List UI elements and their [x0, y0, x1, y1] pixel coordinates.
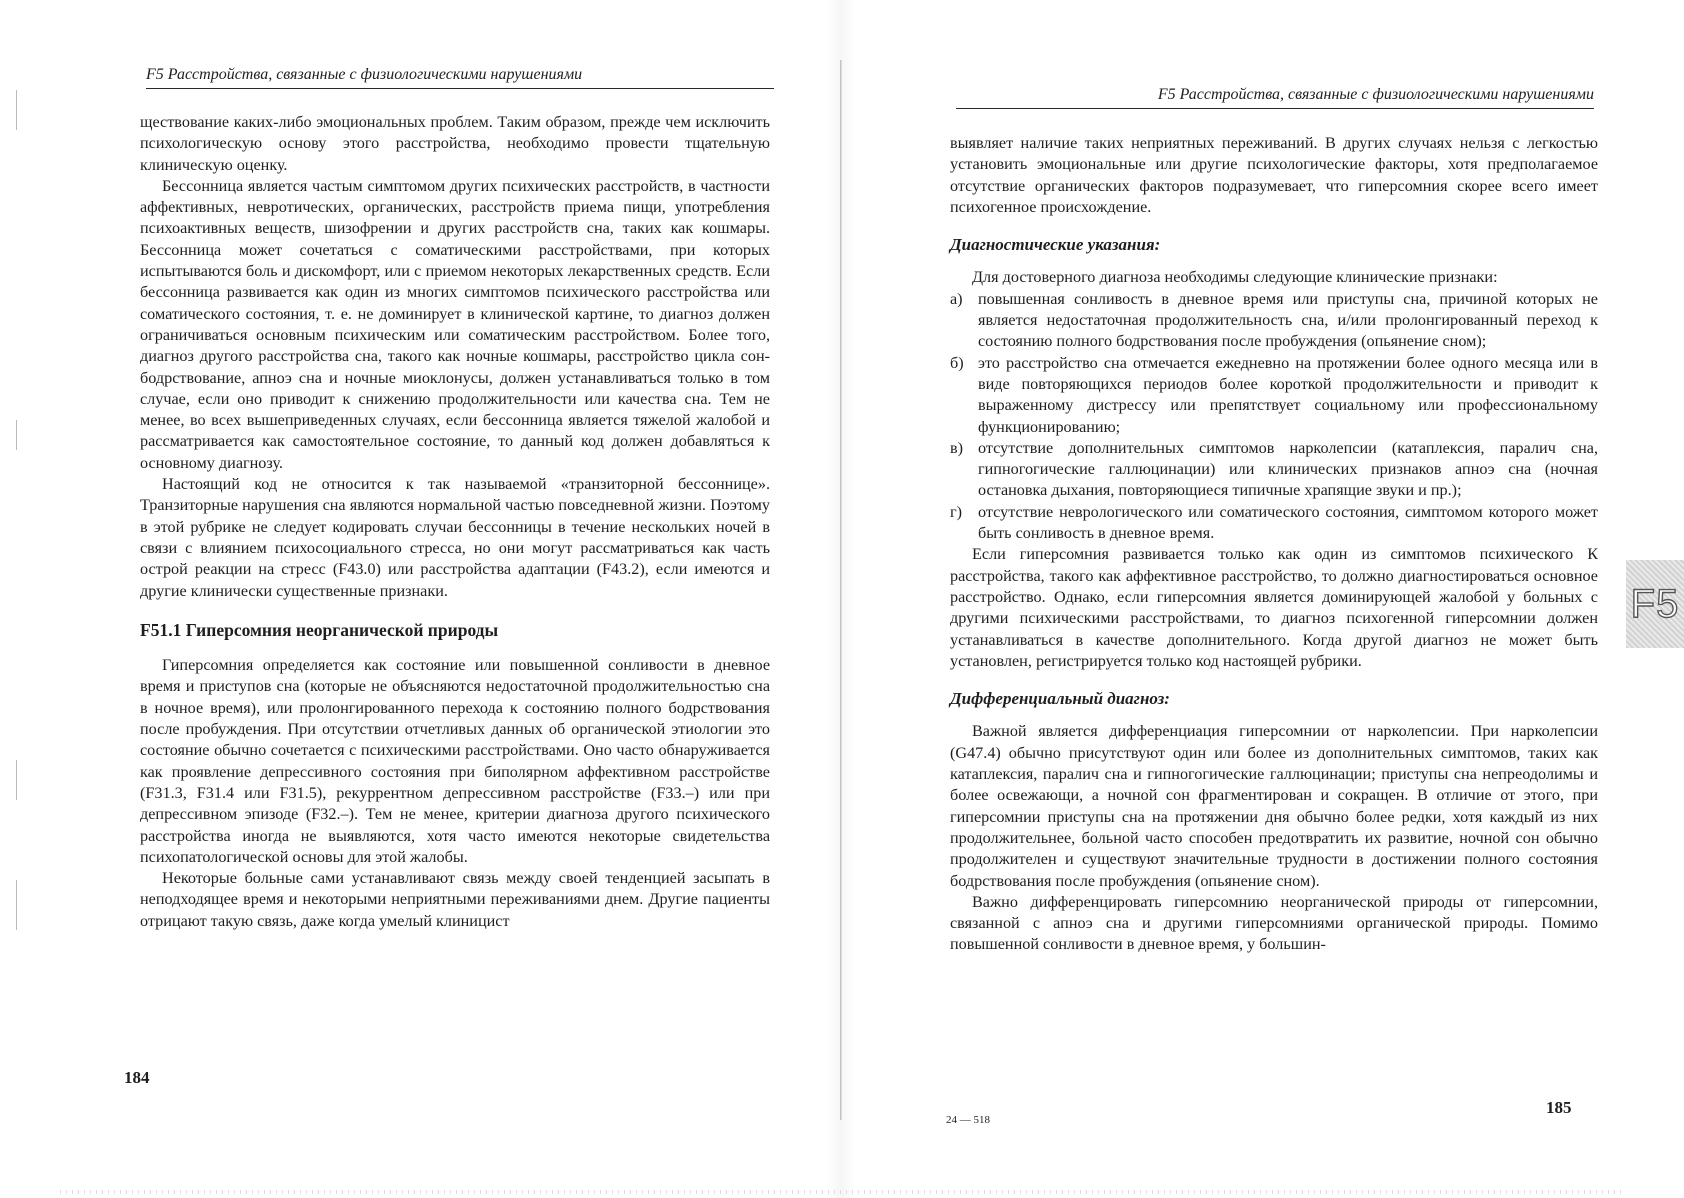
paragraph: Гиперсомния определяется как состояние или повышенной сонливости в дневное время и приступов сна (которые не объясняются недостаточной продолжительностью сна в ночное время), или пролонгированного перехода к состоянию полного бодрствования после пробуждения. При отсутствии отчетливых данных об органической этиологии это состояние обычно сочетается с психическими расстройствами. Оно часто обнаруживается как проявление депрессивного состояния при биполярном аффективном расстройстве (F31.3, F31.4 или F31.5), рекуррентном депрессивном расстройстве (F33.–) или при депрессивном эпизоде (F32.–). Тем не менее, критерии диагноза другого психического расстройства иногда не выявляются, хотя часто имеются некоторые свидетельства психопатологической основы для этой жалобы. [140, 656, 770, 866]
list-item-text: отсутствие неврологического или соматического состояния, симптомом которого может быть сонливость в дневное время. [978, 502, 1598, 543]
list-marker: а) [950, 289, 963, 308]
chapter-thumb-tab [1626, 560, 1684, 648]
right-page [846, 0, 1684, 1198]
list-item-text: это расстройство сна отмечается ежедневно на протяжении более одного месяца или в виде повторяющихся периодов более короткой продолжительности и приводит к выраженному дистрессу или препятствует социальному или профессиональному функционированию; [978, 353, 1598, 436]
list-item [950, 502, 1598, 545]
diagnostic-guidelines-heading: Диагностические указания: [950, 235, 1161, 255]
left-page-body [140, 112, 770, 932]
scan-noise [60, 1190, 1624, 1194]
running-header: F5 Расстройства, связанные с физиологическими нарушениями [146, 66, 774, 89]
list-item-text: отсутствие дополнительных симптомов нарколепсии (катаплексия, паралич сна, гипногогические галлюцинации) или клинических признаков апноэ сна (ночная остановка дыхания, повторяющиеся типичные храпящие звуки и пр.); [978, 438, 1598, 500]
paragraph: Настоящий код не относится к так называемой «транзиторной бессоннице». Транзиторные нарушения сна являются нормальной частью повседневной жизни. Поэтому в этой рубрике не следует кодировать случаи бессонницы в течение нескольких ночей в связи с влиянием психосоциального стресса, но они могут рассматриваться как часть острой реакции на стресс (F43.0) или расстройства адаптации (F43.2), если имеются и другие клинически существенные признаки. [140, 475, 770, 600]
paragraph: выявляет наличие таких неприятных переживаний. В других случаях нельзя с легкостью установить эмоциональные или другие психологические факторы, хотя предполагаемое отсутствие органических факторов подразумевает, что гиперсомния скорее всего имеет психогенное происхождение. [950, 134, 1598, 216]
paragraph: Для достоверного диагноза необходимы следующие клинические признаки: [972, 268, 1498, 287]
list-marker: б) [950, 353, 964, 372]
thumb-tab-label: F5 [1630, 581, 1680, 626]
differential-diagnosis-heading: Дифференциальный диагноз: [950, 689, 1170, 709]
paragraph: Некоторые больные сами устанавливают связь между своей тенденцией засыпать в неподходящее время и некоторыми неприятными переживаниями днем. Другие пациенты отрицают такую связь, даже когда умелый клиницист [140, 869, 770, 930]
page-number: 184 [124, 1068, 150, 1087]
printer-signature: 24 — 518 [946, 1114, 990, 1126]
paragraph: Бессонница является частым симптомом других психических расстройств, в частности аффективных, невротических, органических, расстройств приема пищи, употребления психоактивных веществ, шизофрении и других расстройств сна, таких как кошмары. Бессонница может сочетаться с соматическими расстройствами, при которых испытываются боль и дискомфорт, или с приемом некоторых лекарственных средств. Если бессонница развивается как один из многих симптомов психического расстройства или соматического состояния, т. е. не доминирует в клинической картине, то диагноз должен ограничиваться основным психическим или соматическим расстройством. Более того, диагноз другого расстройства сна, такого как ночные кошмары, расстройство цикла сон-бодрствование, апноэ сна и ночные миоклонусы, должен устанавливаться только в том случае, если оно приводит к снижению продолжительности или качества сна. Тем не менее, во всех вышеприведенных случаях, если бессонница является тяжелой жалобой и рассматривается как самостоятельное состояние, то данный код должен добавляться к основному диагнозу. [140, 176, 770, 472]
page-number: 185 [1546, 1098, 1572, 1117]
list-marker: в) [950, 438, 964, 457]
list-item-text: повышенная сонливость в дневное время или приступы сна, причиной которых не является недостаточная продолжительность сна, и/или пролонгированный переход к состоянию полного бодрствования после пробуждения (опьянение сном); [978, 289, 1598, 351]
list-item [950, 438, 1598, 502]
running-header: F5 Расстройства, связанные с физиологическими нарушениями [956, 86, 1594, 109]
list-item [950, 353, 1598, 438]
list-item [950, 289, 1598, 353]
paragraph: ществование каких-либо эмоциональных проблем. Таким образом, прежде чем исключить психологическую основу этого расстройства, необходимо провести тщательную клиническую оценку. [140, 113, 770, 174]
right-page-body [950, 133, 1598, 956]
paragraph: Важно дифференцировать гиперсомнию неорганической природы от гиперсомнии, связанной с апноэ сна и другими гиперсомниями органической природы. Помимо повышенной сонливости в дневное время, у большин- [950, 892, 1598, 954]
section-title: F51.1 Гиперсомния неорганической природы [140, 619, 499, 640]
list-marker: г) [950, 502, 963, 521]
paragraph: Если гиперсомния развивается только как один из симптомов психического К расстройства, такого как аффективное расстройство, то должно диагностироваться основное расстройство. Однако, если гиперсомния является доминирующей жалобой у больных с другими психическими расстройствами, то диагноз психогенной гиперсомнии должен устанавливаться в качестве дополнительного. Когда другой диагноз не может быть установлен, регистрируется только код настоящей рубрики. [950, 545, 1598, 670]
paragraph: Важной является дифференциация гиперсомнии от нарколепсии. При нарколепсии (G47.4) обычно присутствуют один или более из дополнительных симптомов, таких как катаплексия, паралич сна и гипногогические галлюцинации; приступы сна непреодолимы и более освежающи, а ночной сон фрагментирован и сокращен. В отличие от этого, при гиперсомнии приступы сна на протяжении дня обычно более редки, хотя каждый из них продолжительнее, больной часто способен предотвратить их развитие, ночной сон обычно продолжителен и существуют значительные трудности в достижении полного состояния бодрствования после пробуждения (опьянение сном). [950, 722, 1598, 890]
